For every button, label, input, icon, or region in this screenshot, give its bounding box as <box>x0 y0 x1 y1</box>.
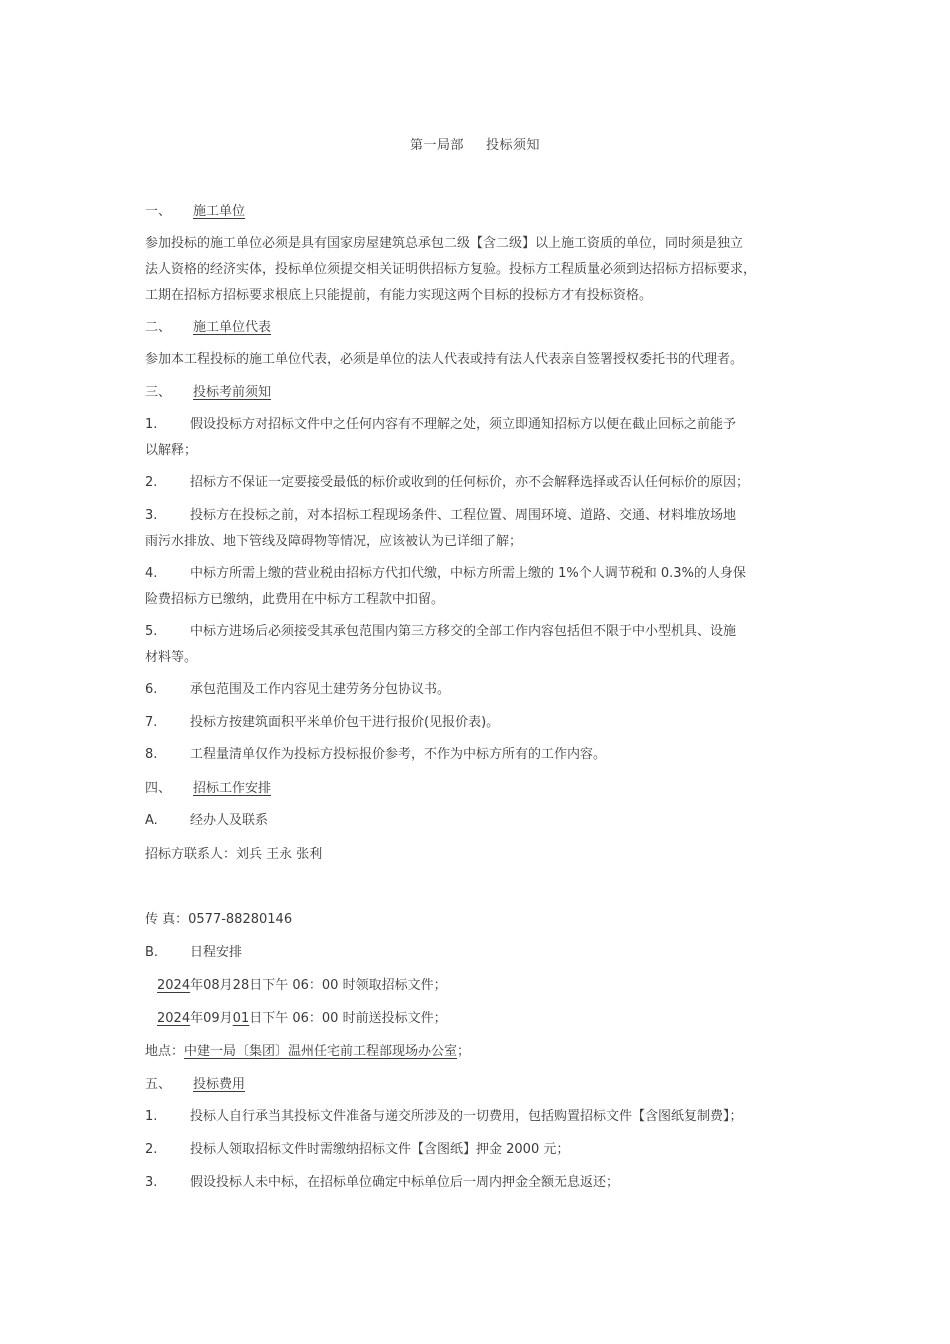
list-item-continuation: 材料等。 <box>145 650 198 665</box>
schedule-line <box>145 1010 447 1028</box>
item-number: 2. <box>145 1142 158 1157</box>
section-title: 投标费用 <box>193 1077 246 1092</box>
location-end: ； <box>457 1044 471 1059</box>
section-2-heading <box>145 319 271 337</box>
section-1-body-line: 工期在招标方招标要求根底上只能提前，有能力实现这两个目标的投标方才有投标资格。 <box>145 288 653 303</box>
item-text: 投标方在投标之前，对本招标工程现场条件、工程位置、周围环境、道路、交通、材料堆放场地 <box>190 508 737 523</box>
item-number: 6. <box>145 682 158 697</box>
schedule-line <box>145 977 447 995</box>
subsection-title: 日程安排 <box>190 945 243 960</box>
item-text: 招标方不保证一定要接受最低的标价或收到的任何标价，亦不会解释选择或否认任何标价的原因； <box>190 475 750 490</box>
month-char: 月 <box>219 1011 233 1026</box>
contact-line <box>145 846 322 864</box>
item-number: 7. <box>145 715 158 730</box>
fax-number: 0577-88280146 <box>188 912 293 927</box>
item-number: 5. <box>145 624 158 639</box>
contact-label: 招标方联系人： <box>145 847 237 862</box>
section-number: 五、 <box>145 1077 172 1092</box>
fax-label: 传 真： <box>145 912 189 927</box>
item-number: 3. <box>145 1175 158 1190</box>
section-title: 施工单位 <box>193 204 246 219</box>
year-char: 年 <box>190 978 204 993</box>
item-text: 中标方进场后必须接受其承包范围内第三方移交的全部工作内容包括但不限于中小型机具、设施 <box>190 624 737 639</box>
location-value: 中建一局〔集团〕温州任宅前工程部现场办公室 <box>184 1044 458 1059</box>
location-label: 地点： <box>145 1044 185 1059</box>
subsection-title: 经办人及联系 <box>190 813 269 828</box>
title-name: 投标须知 <box>486 138 541 153</box>
month-char: 月 <box>219 978 233 993</box>
item-number: 4. <box>145 566 158 581</box>
schedule-year: 2024 <box>157 978 191 993</box>
item-text: 假设投标方对招标文件中之任何内容有不理解之处，须立即通知招标方以便在截止回标之前能予 <box>190 417 737 432</box>
list-item-continuation: 险费招标方已缴纳，此费用在中标方工程款中扣留。 <box>145 592 445 607</box>
item-text: 工程量清单仅作为投标方投标报价参考，不作为中标方所有的工作内容。 <box>190 747 607 762</box>
item-number: 2. <box>145 475 158 490</box>
section-title: 施工单位代表 <box>193 320 272 335</box>
list-item <box>145 1108 743 1126</box>
title-part: 第一局部 <box>409 138 464 153</box>
schedule-text: 日下午 06：00 时前送投标文件； <box>249 1011 447 1026</box>
item-text: 投标人自行承当其投标文件准备与递交所涉及的一切费用，包括购置招标文件【含图纸复制费】； <box>190 1109 743 1124</box>
list-item <box>145 714 499 732</box>
section-title: 招标工作安排 <box>193 781 272 796</box>
schedule-month: 08 <box>203 978 220 993</box>
subsection-a <box>145 812 268 830</box>
section-number: 四、 <box>145 781 172 796</box>
list-item <box>145 507 736 525</box>
item-text: 假设投标人未中标，在招标单位确定中标单位后一周内押金全额无息返还； <box>190 1175 620 1190</box>
item-number: 8. <box>145 747 158 762</box>
subsection-number: A. <box>145 813 158 828</box>
section-5-heading <box>145 1076 245 1094</box>
section-3-heading <box>145 384 271 402</box>
section-1-heading <box>145 203 245 221</box>
location-line <box>145 1043 470 1061</box>
page-title <box>0 137 950 155</box>
list-item <box>145 1174 619 1192</box>
fax-line <box>145 911 292 929</box>
item-number: 1. <box>145 417 158 432</box>
item-text: 承包范围及工作内容见土建劳务分包协议书。 <box>190 682 451 697</box>
section-number: 三、 <box>145 385 172 400</box>
item-number: 3. <box>145 508 158 523</box>
section-2-body: 参加本工程投标的施工单位代表，必须是单位的法人代表或持有法人代表亲自签署授权委托书的代理者。 <box>145 352 744 367</box>
item-text: 投标方按建筑面积平米单价包干进行报价(见报价表)。 <box>190 715 500 730</box>
list-item-continuation: 以解释； <box>145 443 198 458</box>
subsection-number: B. <box>145 945 159 960</box>
schedule-month: 09 <box>203 1011 220 1026</box>
section-1-body-line: 法人资格的经济实体，投标单位须提交相关证明供招标方复验。投标方工程质量必须到达招标方招标要求， <box>145 262 757 277</box>
year-char: 年 <box>190 1011 204 1026</box>
list-item <box>145 681 450 699</box>
contact-names: 刘兵 王永 张利 <box>236 847 323 862</box>
section-number: 一、 <box>145 204 172 219</box>
list-item <box>145 565 746 583</box>
list-item <box>145 416 736 434</box>
section-1-body-line: 参加投标的施工单位必须是具有国家房屋建筑总承包二级【含二级】以上施工资质的单位，同时须是独立 <box>145 236 744 251</box>
item-number: 1. <box>145 1109 158 1124</box>
item-text: 中标方所需上缴的营业税由招标方代扣代缴，中标方所需上缴的 1%个人调节税和 0.3%的人身保 <box>190 566 746 581</box>
section-title: 投标考前须知 <box>193 385 272 400</box>
list-item <box>145 1141 569 1159</box>
list-item <box>145 746 606 764</box>
list-item <box>145 474 749 492</box>
section-4-heading <box>145 780 271 798</box>
schedule-day: 01 <box>232 1011 250 1026</box>
schedule-year: 2024 <box>157 1011 191 1026</box>
schedule-day: 28 <box>232 978 250 993</box>
subsection-b <box>145 944 242 962</box>
schedule-text: 日下午 06：00 时领取招标文件； <box>249 978 447 993</box>
list-item <box>145 623 736 641</box>
section-number: 二、 <box>145 320 172 335</box>
item-text: 投标人领取招标文件时需缴纳招标文件【含图纸】押金 2000 元； <box>190 1142 570 1157</box>
list-item-continuation: 雨污水排放、地下管线及障碍物等情况，应该被认为已详细了解； <box>145 534 523 549</box>
